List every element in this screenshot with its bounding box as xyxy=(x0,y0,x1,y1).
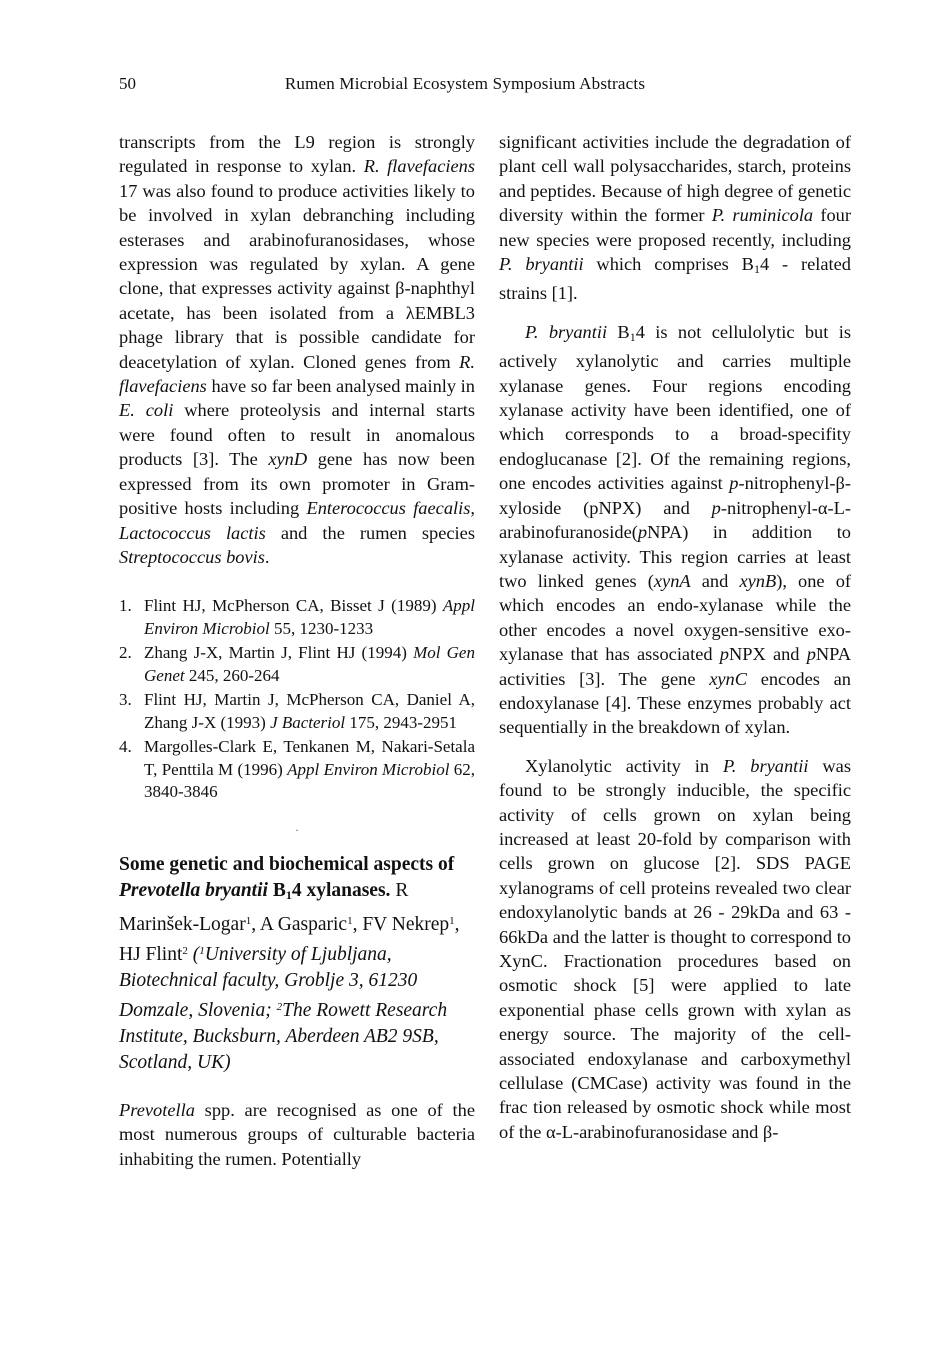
reference-item: 4. Margolles-Clark E, Tenkanen M, Nakari-Setala T, Penttila M (1996) Appl Environ Microbiol 62, 3840-3846 xyxy=(119,737,476,802)
reference-item: 2. Zhang J-X, Martin J, Flint HJ (1994) Mol Gen Genet 245, 260-264 xyxy=(119,643,475,685)
body-paragraph: significant activities include the degradation of plant cell wall polysaccharides, starch, proteins and peptides. Because of high degree of genetic diversity within the former P. ruminicola four new species were proposed recently, including P. bryantii which comprises $B_14$ - related strains [1]. xyxy=(499,132,852,304)
body-paragraph: Prevotella spp. are recognised as one of the most numerous groups of culturable bacteria inhabiting the rumen. Potentially xyxy=(119,1099,475,1169)
reference-item: 3. Flint HJ, Martin J, McPherson CA, Daniel A, Zhang J-X (1993) J Bacteriol 175, 2943-2951 xyxy=(119,690,475,732)
body-paragraph: Xylanolytic activity in P. bryantii was found to be strongly inducible, the specific activity of cells grown on xylan being increased at least 20-fold by comparison with cells grown on glucose [2]. SDS PAGE xylanograms of cell proteins revealed two clear endoxylanolytic bands at 26 - 29kDa and 63 - 66kDa and the latter is thought to correspond to XynC. Fractionation procedures based on osmotic shock [5] were applied to late exponential phase cells grown with xylan as energy source. The majority of the cell-associated endoxylanase and carboxymethyl cellulase (CMCase) activity was found in the frac tion released by osmotic shock while most of the α-L-arabinofuranosidase and β- xyxy=(499,755,851,1142)
right-column xyxy=(499,130,851,1144)
running-title: Rumen Microbial Ecosystem Symposium Abstracts xyxy=(284,74,646,93)
affiliations: ($^1$University of Ljubljana, Biotechnical faculty, Groblje 3, 61230 Domzale, Slovenia; $^2$The Rowett Research Institute, Bucksburn, Aberdeen AB2 9SB, Scotland, UK) xyxy=(119,943,448,1073)
body-paragraph: P. bryantii $B_14$ is not cellulolytic but is actively xylanolytic and carries multiple xylanase genes. Four regions encoding xylanase activity have been identified, one of which corresponds to a broad-specifity endoglucanase [2]. Of the remaining regions, one encodes activities against p-nitrophenyl-β-xyloside (pNPX) and p-nitrophenyl-α-L-arabinofuranoside(pNPA) in addition to xylanase activity. This region carries at least two linked genes (xynA and xynB), one of which encodes an endo-xylanase while the other encodes a novel oxygen-sensitive exo-xylanase that has associated pNPX and pNPA activities [3]. The gene xynC encodes an endoxylanase [4]. These enzymes probably act sequentially in the breakdown of xylan. xyxy=(499,321,852,738)
separator-dot: · xyxy=(295,822,299,837)
author-list: R Marinšek-Logar$^1$, A Gasparic$^1$, FV Nekrep$^1$, HJ Flint$^2$ xyxy=(119,879,460,965)
body-paragraph: transcripts from the L9 region is strongly regulated in response to xylan. R. flavefaciens 17 was also found to produce activities likely to be involved in xylan debranching including esterases and arabinofuranosidases, whose expression was regulated by xylan. A gene clone, that expresses activity against β-naphthyl acetate, has been isolated from a λEMBL3 phage library that is possible candidate for deacetylation of xylan. Cloned genes from R. flavefaciens have so far been analysed mainly in E. coli where proteolysis and internal starts were found often to result in anomalous products [3]. The xynD gene has now been expressed from its own promoter in Gram-positive hosts including Enterococcus faecalis, Lactococcus lactis and the rumen species Streptococcus bovis. xyxy=(119,132,475,567)
page-number: 50 xyxy=(119,74,136,93)
left-column xyxy=(119,130,475,1171)
abstract-title: Some genetic and biochemical aspects of Prevotella bryantii $B_14$ xylanases. R Marinšek-Logar$^1$, A Gasparic$^1$, FV Nekrep$^1$, HJ Flint$^2$ ($^1$University of Ljubljana, Biotechnical faculty, Groblje 3, 61230 Domzale, Slovenia; $^2$The Rowett Research Institute, Bucksburn, Aberdeen AB2 9SB, Scotland, UK) xyxy=(119,853,460,1073)
reference-list xyxy=(119,595,475,804)
reference-item: 1. Flint HJ, McPherson CA, Bisset J (1989) Appl Environ Microbiol 55, 1230-1233 xyxy=(119,596,475,638)
